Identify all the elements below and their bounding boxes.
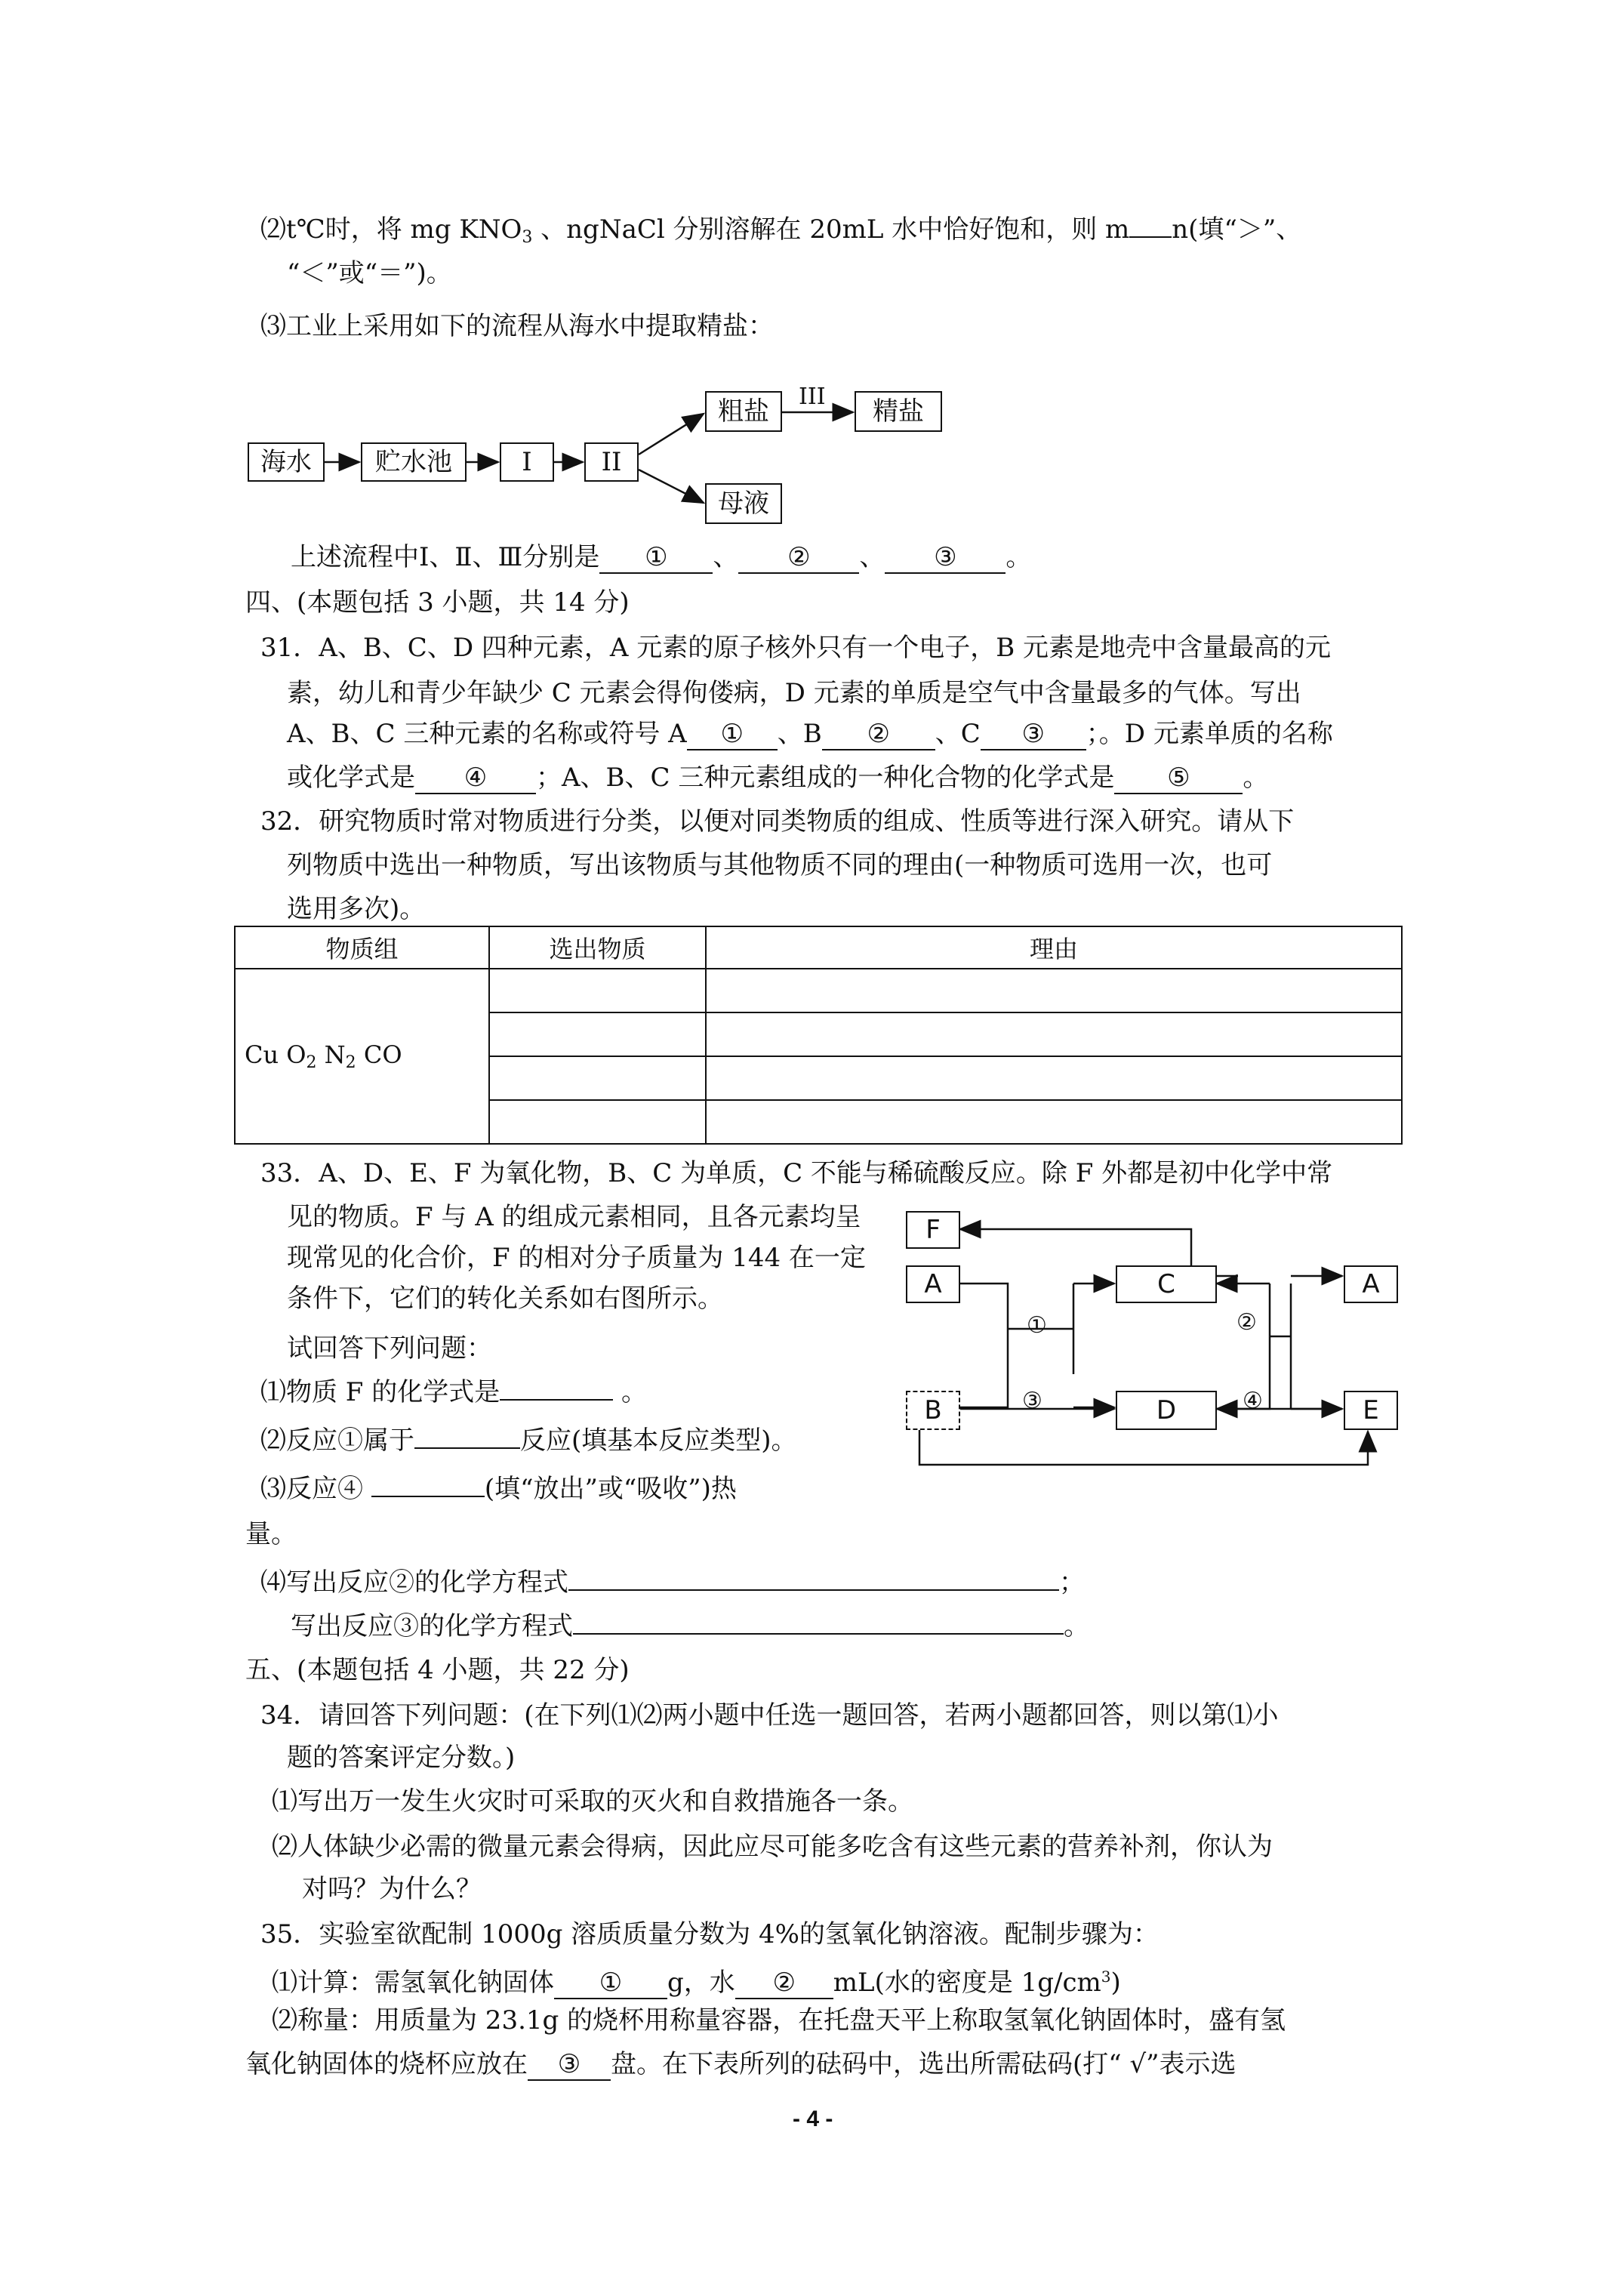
section-5-heading: 五、(本题包括 4 小题，共 22 分) [245,1655,630,1685]
q34-line4: ⑵人体缺少必需的微量元素会得病，因此应尽可能多吃含有这些元素的营养补剂，你认为 [272,1832,1273,1862]
flow-question-line: 上述流程中Ⅰ、Ⅱ、Ⅲ分别是 ① 、 ② 、 ③ 。 [291,542,1032,572]
answer-blank-3[interactable]: ③ [885,542,1006,574]
q32-line2: 列物质中选出一种物质，写出该物质与其他物质不同的理由(一种物质可选用一次，也可 [287,850,1273,880]
answer-blank-3[interactable]: ③ [528,2049,611,2081]
section-4-heading: 四、(本题包括 3 小题，共 14 分) [245,587,630,618]
q31-line1: 31．A、B、C、D 四种元素，A 元素的原子核外只有一个电子，B 元素是地壳中含量最高的元 [260,633,1332,663]
table-header-reason: 理由 [706,926,1402,969]
table-cell-substance-group: Cu $O_2$ $N_2$ CO [235,969,489,1144]
q31-line3: A、B、C 三种元素的名称或符号 A ① 、B ② 、C ③ ；。D 元素单质的名称 [287,719,1333,749]
q35-line3: ⑵称量：用质量为 23.1g 的烧杯用称量容器，在托盘天平上称取氢氧化钠固体时，盛有氢 [272,2005,1286,2036]
diagram-node-A-right: A [1344,1265,1398,1303]
answer-blank-2[interactable]: ② [738,542,859,574]
q33-line3: 现常见的化合价，F 的相对分子质量为 144 在一定 [287,1243,866,1273]
flow-box-crude-salt: 粗盐 [705,391,782,432]
answer-blank-4[interactable]: ④ [415,763,536,794]
diagram-reaction-3: ③ [1022,1388,1042,1414]
table-header-choice: 选出物质 [489,926,706,969]
answer-blank-1[interactable]: ① [687,719,778,750]
q-prev-part2-line2: “＜”或“＝”)。 [287,258,452,288]
answer-blank-2[interactable]: ② [735,1968,833,1999]
flow-box-seawater: 海水 [248,442,325,482]
q33-part1: ⑴物质 F 的化学式是 。 [260,1377,648,1407]
diagram-node-B: B [906,1391,960,1430]
q35-line1: 35．实验室欲配制 1000g 溶质质量分数为 4%的氢氧化钠溶液。配制步骤为： [260,1919,1159,1949]
q33-line4: 条件下，它们的转化关系如右图所示。 [287,1284,723,1314]
page-number: - 4 - [793,2106,833,2131]
answer-blank-1[interactable]: ① [599,542,713,574]
q31-line4: 或化学式是 ④ ；A、B、C 三种元素组成的一种化合物的化学式是 ⑤ 。 [287,763,1269,793]
flow-label-step3: III [799,384,826,410]
q33-part3: ⑶反应④ (填“放出”或“吸收”)热 [260,1474,737,1504]
q-prev-part2-line1: ⑵t℃时，将 mg $KNO_3$ 、ngNaCl 分别溶解在 20mL 水中恰好饱和，则 m n(填“＞”、 [260,214,1302,247]
q33-part3-cont: 量。 [245,1519,297,1549]
flow-box-mother-liquor: 母液 [705,483,782,524]
flow-box-reservoir: 贮水池 [361,442,467,482]
q34-line2: 题的答案评定分数。) [287,1743,516,1773]
q33-part5: 写出反应③的化学方程式 。 [291,1611,1089,1641]
diagram-node-F: F [906,1211,960,1249]
q33-line5: 试回答下列问题： [287,1333,492,1364]
q31-line2: 素，幼儿和青少年缺少 C 元素会得佝偻病，D 元素的单质是空气中含量最多的气体。写出 [287,678,1301,708]
diagram-reaction-2: ② [1236,1309,1257,1336]
q33-line1: 33．A、D、E、F 为氧化物，B、C 为单质，C 不能与稀硫酸反应。除 F 外都是初中化学中常 [260,1158,1333,1188]
flow-box-fine-salt: 精盐 [855,391,942,432]
answer-blank-1[interactable]: ① [554,1968,667,1999]
diagram-node-C: C [1116,1265,1217,1303]
answer-blank-3[interactable]: ③ [981,719,1086,750]
q33-line2: 见的物质。F 与 A 的组成元素相同，且各元素均呈 [287,1202,861,1232]
answer-blank-2[interactable]: ② [822,719,935,750]
q33-part2: ⑵反应①属于 反应(填基本反应类型)。 [260,1425,797,1456]
q34-line1: 34．请回答下列问题：(在下列⑴⑵两小题中任选一题回答，若两小题都回答，则以第⑴小 [260,1700,1279,1730]
diagram-reaction-1: ① [1027,1312,1047,1339]
q-prev-part3-text: ⑶工业上采用如下的流程从海水中提取精盐： [260,311,774,341]
diagram-node-A: A [906,1265,960,1303]
q32-line3: 选用多次)。 [287,894,426,924]
q32-line1: 32．研究物质时常对物质进行分类，以便对同类物质的组成、性质等进行深入研究。请从下 [260,806,1295,837]
diagram-node-D: D [1116,1391,1217,1430]
q33-part4: ⑷写出反应②的化学方程式 ； [260,1567,1085,1598]
q35-line4: 氧化钠固体的烧杯应放在 ③ 盘。在下表所列的砝码中，选出所需砝码(打“ √”表示选 [245,2049,1236,2079]
q34-line5: 对吗？为什么？ [302,1874,482,1904]
diagram-node-E: E [1344,1391,1398,1430]
answer-blank-5[interactable]: ⑤ [1114,763,1243,794]
diagram-reaction-4: ④ [1243,1388,1263,1414]
q35-line2: ⑴计算：需氢氧化钠固体 ① g，水 ② mL(水的密度是 $1g/cm^3$) [272,1968,1121,1998]
table-header-group: 物质组 [235,926,489,969]
q34-line3: ⑴写出万一发生火灾时可采取的灭火和自救措施各一条。 [272,1786,913,1817]
flow-box-step1: I [500,442,554,482]
flow-box-step2: II [584,442,639,482]
